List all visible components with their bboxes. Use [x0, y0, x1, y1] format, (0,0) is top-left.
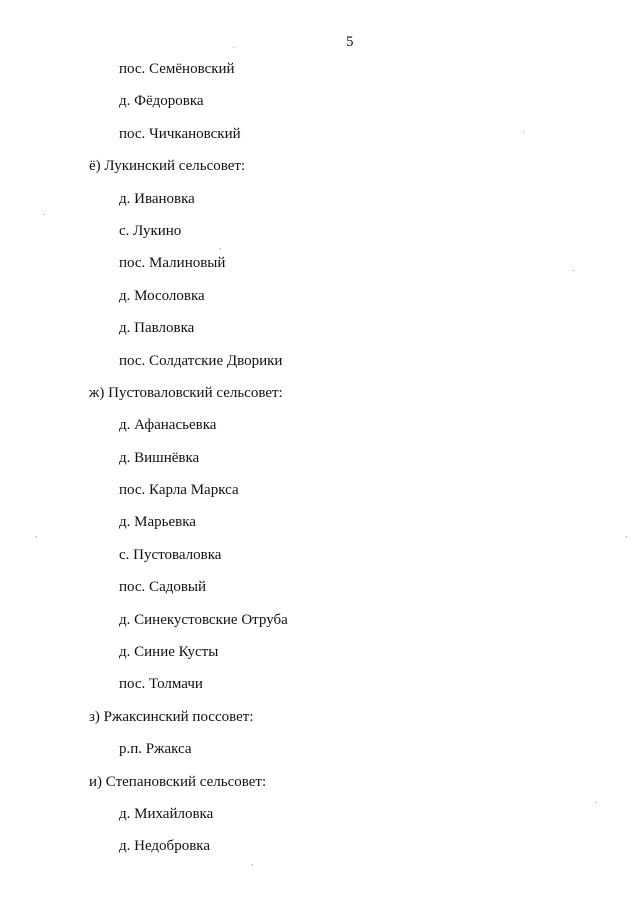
page-number: 5: [346, 34, 354, 50]
scan-speck: [626, 536, 627, 537]
scan-speck: [36, 536, 37, 537]
scan-speck: [252, 864, 253, 865]
settlement-line: д. Синие Кусты: [119, 644, 219, 661]
settlement-line: пос. Карла Маркса: [119, 482, 239, 499]
scan-speck: [573, 270, 574, 271]
settlement-line: д. Михайловка: [119, 805, 214, 822]
settlement-line: д. Фёдоровка: [119, 93, 204, 110]
settlement-line: с. Пустоваловка: [119, 546, 222, 563]
settlement-line: д. Марьевка: [119, 514, 196, 531]
scan-speck: [220, 248, 221, 249]
scan-speck: [43, 214, 44, 215]
council-heading: ж) Пустоваловский сельсовет:: [89, 384, 283, 401]
settlement-line: р.п. Ржакса: [119, 741, 192, 758]
settlement-line: пос. Малиновый: [119, 255, 226, 272]
settlement-line: пос. Садовый: [119, 579, 207, 596]
scan-speck: [233, 47, 234, 48]
settlement-line: пос. Чичкановский: [119, 125, 241, 142]
council-heading: з) Ржаксинский поссовет:: [89, 708, 254, 725]
settlement-line: д. Вишнёвка: [119, 449, 200, 466]
settlement-line: пос. Толмачи: [119, 676, 203, 693]
settlement-line: д. Мосоловка: [119, 287, 205, 304]
settlement-line: пос. Солдатские Дворики: [119, 352, 283, 369]
settlement-line: д. Синекустовские Отруба: [119, 611, 288, 628]
council-heading: ё) Лукинский сельсовет:: [89, 158, 246, 175]
settlement-line: д. Афанасьевка: [119, 417, 217, 434]
council-heading: и) Степановский сельсовет:: [89, 773, 267, 790]
settlement-line: д. Павловка: [119, 320, 195, 337]
scan-speck: [596, 802, 597, 803]
scan-speck: [523, 131, 524, 132]
settlement-line: пос. Семёновский: [119, 61, 235, 77]
settlement-line: с. Лукино: [119, 222, 182, 239]
settlement-line: д. Недобровка: [119, 838, 210, 855]
settlement-list: [0, 59, 640, 869]
settlement-line: д. Ивановка: [119, 190, 195, 207]
